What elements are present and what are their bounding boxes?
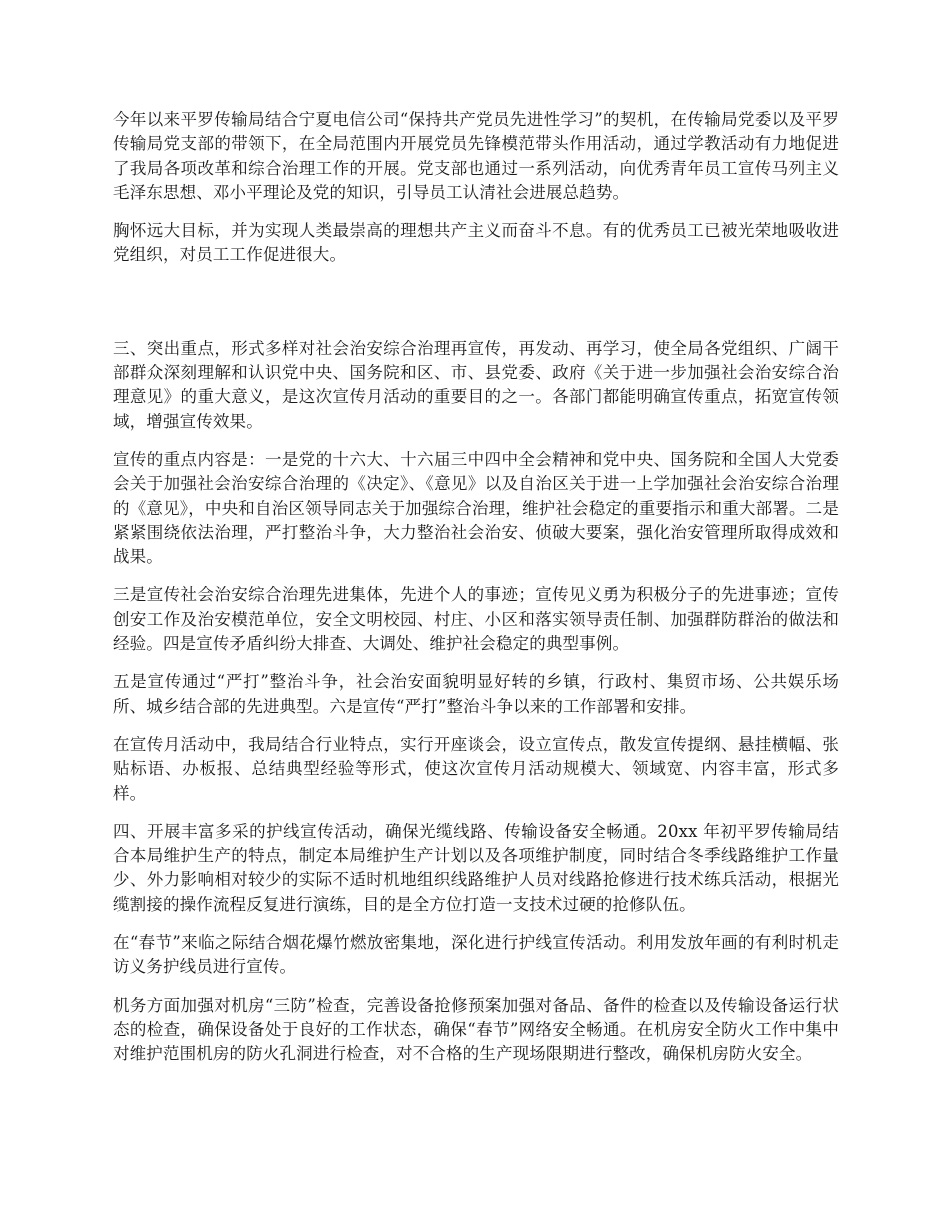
paragraph-9: 在“春节”来临之际结合烟花爆竹燃放密集地，深化进行护线宣传活动。利用发放年画的有利时机走访义务护线员进行宣传。 [113, 933, 839, 977]
paragraph-spacer [113, 980, 839, 994]
paragraph-10: 机务方面加强对机房“三防”检查，完善设备抢修预案加强对备品、备件的检查以及传输设备运行状态的检查，确保设备处于良好的工作状态，确保“春节”网络安全畅通。在机房安全防火工作中集中对维护范围机房的防火孔洞进行检查，对不合格的生产现场限期进行整改，确保机房防火安全。 [113, 995, 839, 1064]
paragraph-spacer [113, 434, 839, 448]
paragraph-4: 宣传的重点内容是：一是党的十六大、十六届三中四中全会精神和党中央、国务院和全国人大党委会关于加强社会治安综合治理的《决定》、《意见》以及自治区关于进一上学加强社会治安综合治理的《意见》，中央和自治区领导同志关于加强综合治理，维护社会稳定的重要指示和重大部署。二是紧紧围绕依法治理，严打整治斗争，大力整治社会治安、侦破大要案，强化治安管理所取得成效和战果。 [113, 449, 839, 567]
paragraph-1: 今年以来平罗传输局结合宁夏电信公司“保持共产党员先进性学习”的契机，在传输局党委以及平罗传输局党支部的带领下，在全局范围内开展党员先锋模范带头作用活动，通过学教活动有力地促进了我局各项改革和综合治理工作的开展。党支部也通过一系列活动，向优秀青年员工宣传马列主义毛泽东思想、邓小平理论及党的知识，引导员工认清社会进展总趋势。 [113, 110, 839, 202]
document-body [113, 108, 839, 1067]
paragraph-spacer [113, 719, 839, 733]
section-spacer [113, 268, 839, 337]
paragraph-7: 在宣传月活动中，我局结合行业特点，实行开座谈会，设立宣传点，散发宣传提纲、悬挂横幅、张贴标语、办板报、总结典型经验等形式，使这次宣传月活动规模大、领域宽、内容丰富，形式多样。 [113, 734, 839, 803]
paragraph-spacer [113, 656, 839, 670]
paragraph-spacer [113, 569, 839, 583]
paragraph-spacer [113, 806, 839, 820]
paragraph-5: 三是宣传社会治安综合治理先进集体，先进个人的事迹；宣传见义勇为积极分子的先进事迹；宣传创安工作及治安模范单位，安全文明校园、村庄、小区和落实领导责任制、加强群防群治的做法和经验。四是宣传矛盾纠纷大排查、大调处、维护社会稳定的典型事例。 [113, 585, 839, 654]
paragraph-6: 五是宣传通过“严打”整治斗争，社会治安面貌明显好转的乡镇，行政村、集贸市场、公共娱乐场所、城乡结合部的先进典型。六是宣传“严打”整治斗争以来的工作部署和安排。 [113, 672, 839, 716]
paragraph-spacer [113, 917, 839, 931]
paragraph-3: 三、突出重点，形式多样对社会治安综合治理再宣传，再发动、再学习，使全局各党组织、广阔干部群众深刻理解和认识党中央、国务院和区、市、县党委、政府《关于进一步加强社会治安综合治理意见》的重大意义，是这次宣传月活动的重要目的之一。各部门都能明确宣传重点，拓宽宣传领域，增强宣传效果。 [113, 338, 839, 431]
paragraph-8: 四、开展丰富多采的护线宣传活动，确保光缆线路、传输设备安全畅通。20xx 年初平罗传输局结合本局维护生产的特点，制定本局维护生产计划以及各项维护制度，同时结合冬季线路维护工作量少、外力影响相对较少的实际不适时机地组织线路维护人员对线路抢修进行技术练兵活动，根据光缆割接的操作流程反复进行演练，目的是全方位打造一支技术过硬的抢修队伍。 [113, 821, 839, 914]
paragraph-2: 胸怀远大目标，并为实现人类最崇高的理想共产主义而奋斗不息。有的优秀员工已被光荣地吸收进党组织，对员工工作促进很大。 [113, 221, 839, 265]
paragraph-spacer [113, 205, 839, 219]
